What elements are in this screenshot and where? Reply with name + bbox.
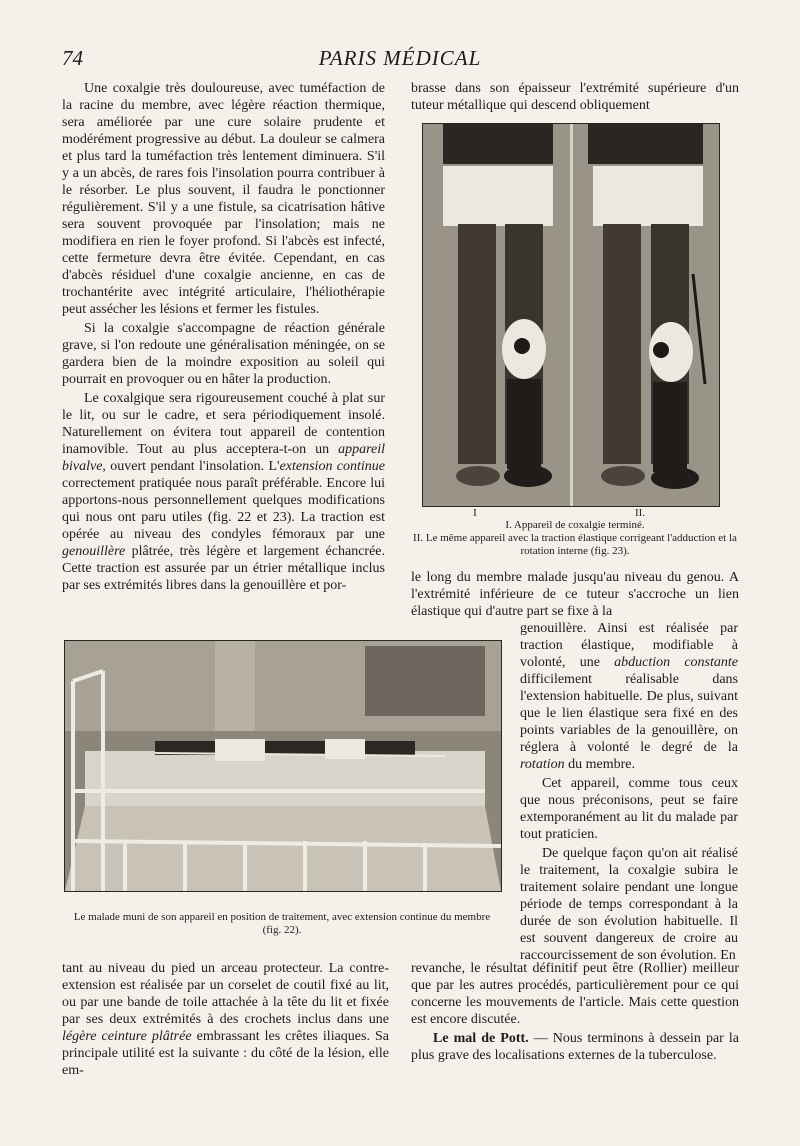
legs-illustration	[423, 124, 719, 506]
figure-22-photo	[64, 640, 502, 892]
section-heading: Le mal de Pott.	[433, 1031, 529, 1046]
paragraph: tant au niveau du pied un arceau protecteur. La contre-extension est réalisée par un corselet de coutil fixé au lit, ou par une bande de toile attachée à la tête du lit et fixée par ses deux extrémités à des crochets inclus dans une légère ceinture plâtrée embrassant les crêtes iliaques. Sa principale utilité est la suivante : du côté de la lésion, elle em-	[62, 961, 390, 1078]
right-column-bottom	[411, 960, 739, 1064]
running-title: PARIS MÉDICAL	[318, 46, 482, 70]
paragraph: Cet appareil, comme tous ceux que nous préconisons, peut se faire extemporanément au lit du malade par tout praticien.	[520, 776, 738, 842]
paragraph: Si la coxalgie s'accompagne de réaction générale grave, si l'on redoute une généralisation méningée, on se gardera bien de la moindre exposition au soleil qui pourrait en provoquer ou en hâter la production.	[62, 321, 385, 387]
left-column-top	[62, 80, 385, 594]
paragraph: brasse dans son épaisseur l'extrémité supérieure d'un tuteur métallique qui descend obliquement	[411, 81, 739, 113]
paragraph: Le coxalgique sera rigoureusement couché à plat sur le lit, ou sur le cadre, et sera périodiquement insolé. Naturellement on évitera tout appareil de contention inamovible. Tout au plus acceptera-t-on un appareil bivalve, ouvert pendant l'insolation. L'extension continue correctement pratiquée nous paraît préférable. Encore lui apportons-nous personnellement quelques modifications qui nous ont paru utiles (fig. 22 et 23). La traction est opérée au niveau des condyles fémoraux par une genouillère plâtrée, très légère et largement échancrée. Cette traction est assurée par un étrier métallique inclus par ses extrémités libres dans la genouillère et por-	[62, 391, 385, 593]
paragraph: De quelque façon qu'on ait réalisé le traitement, la coxalgie subira le traitement solaire pendant une longue période de temps correspondant à la durée de son évolution habituelle. Il est souvent dangereux de croire au raccourcissement de son évolution. En	[520, 846, 738, 963]
bed-illustration	[65, 641, 501, 891]
page-number: 74	[62, 46, 83, 70]
figure-23-photo	[422, 123, 720, 507]
paragraph: Le mal de Pott. — Nous terminons à dessein par la plus grave des localisations externes de la tuberculose.	[411, 1031, 739, 1063]
paragraph: revanche, le résultat définitif peut être (Rollier) meilleur que par les autres procédés, particulièrement pour ce qui concerne les mouvements de l'article. Mais cette question est encore discutée.	[411, 961, 739, 1027]
paragraph: Une coxalgie très douloureuse, avec tuméfaction de la racine du membre, avec légère réaction thermique, sera améliorée par une cure solaire prudente et modérément progressive au début. La douleur se calmera et plus tard la tuméfaction très lentement diminuera. S'il y a un abcès, de rares fois l'insolation pourra contribuer à le résorber. Le plus souvent, il faudra le ponctionner régulièrement. S'il y a une fistule, sa cicatrisation hâtive sera souvent provoquée par l'insolation; mais ne modifiera en rien le foyer profond. Si l'abcès est infecté, cette fermeture devra être évitée. Cependant, en cas d'abcès résiduel d'une coxalgie ancienne, en cas de trochantérite avec intégrité articulaire, l'héliothérapie peut assécher les lésions et fermer les fistules.	[62, 81, 385, 317]
right-column-top	[411, 80, 739, 114]
figure-23-caption-1: I. Appareil de coxalgie terminé.	[505, 519, 645, 531]
right-column-narrow	[520, 620, 738, 964]
paragraph: genouillère. Ainsi est réalisée par traction élastique, modifiable à volonté, une abduction constante difficilement réalisable dans l'extension habituelle. De plus, suivant que le lien élastique sera fixé en des points variables de la genouillère, on réglera à volonté le degré de la rotation du membre.	[520, 621, 738, 772]
figure-23-caption-2: II. Le même appareil avec la traction élastique corrigeant l'adduction et la rotation interne (fig. 23).	[413, 532, 737, 557]
figure-label-i: I	[473, 507, 477, 519]
figure-label-ii: II.	[634, 507, 646, 519]
right-column-middle	[411, 569, 739, 620]
figure-22-caption: Le malade muni de son appareil en position de traitement, avec extension continue du membre (fig. 22).	[73, 911, 491, 936]
paragraph: le long du membre malade jusqu'au niveau du genou. A l'extrémité inférieure de ce tuteur s'accroche un lien élastique qui d'autre part se fixe à la	[411, 570, 739, 619]
left-column-bottom	[62, 960, 389, 1079]
